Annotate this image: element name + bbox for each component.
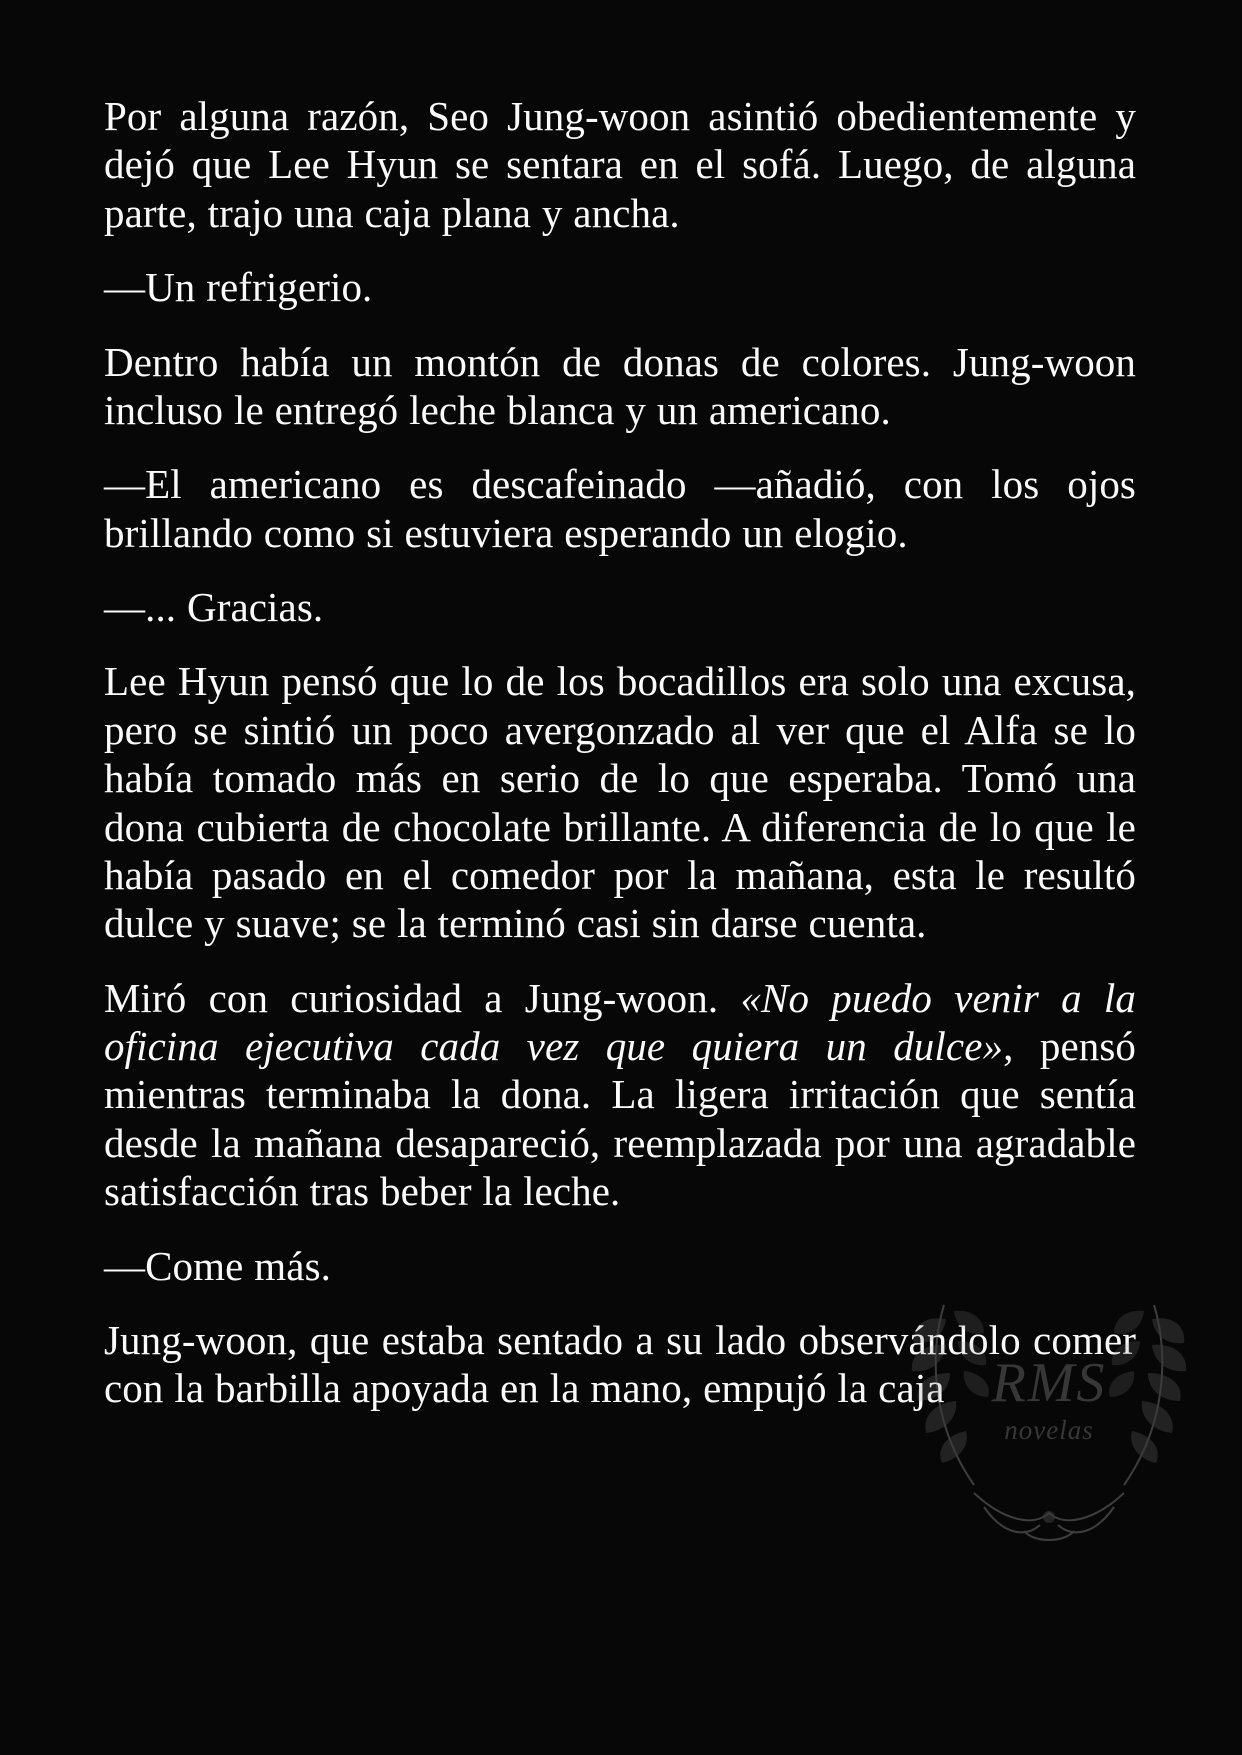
paragraph: Jung-woon, que estaba sentado a su lado observándolo comer con la barbilla apoyada en la mano, empujó la caja — [104, 1316, 1136, 1412]
watermark-title: RMS — [991, 1352, 1107, 1415]
watermark-subtitle: novelas — [1004, 1415, 1094, 1446]
paragraph: Lee Hyun pensó que lo de los bocadillos era solo una excusa, pero se sintió un poco avergonzado al ver que el Alfa se lo había tomado más en serio de lo que esperaba. Tomó una dona cubierta de chocolate brillante. A diferencia de lo que le había pasado en el comedor por la mañana, esta le resultó dulce y suave; se la terminó casi sin darse cuenta. — [104, 658, 1136, 947]
document-text-column — [104, 92, 1136, 1413]
paragraph: Dentro había un montón de donas de colores. Jung-woon incluso le entregó leche blanca y un americano. — [104, 338, 1136, 433]
paragraph-with-quote — [104, 974, 1136, 1216]
paragraph-suffix: , pensó mientras terminaba la dona. La ligera irritación que sentía desde la mañana desapareció, reemplazada por una agradable satisfacción tras beber la leche. — [104, 1023, 1136, 1215]
paragraph: —... Gracias. — [104, 584, 324, 630]
paragraph: —Un refrigerio. — [104, 264, 373, 311]
paragraph: —Come más. — [104, 1242, 331, 1289]
paragraph: —El americano es descafeinado —añadió, con los ojos brillando como si estuviera esperando un elogio. — [104, 461, 1136, 556]
paragraph: Por alguna razón, Seo Jung-woon asintió obedientemente y dejó que Lee Hyun se sentara en el sofá. Luego, de alguna parte, trajo una caja plana y ancha. — [104, 93, 1136, 236]
paragraph-prefix: Miró con curiosidad a Jung-woon. — [104, 974, 741, 1021]
inner-thought-quote: «No puedo venir a la oficina ejecutiva cada vez que quiera un dulce» — [104, 974, 1136, 1069]
